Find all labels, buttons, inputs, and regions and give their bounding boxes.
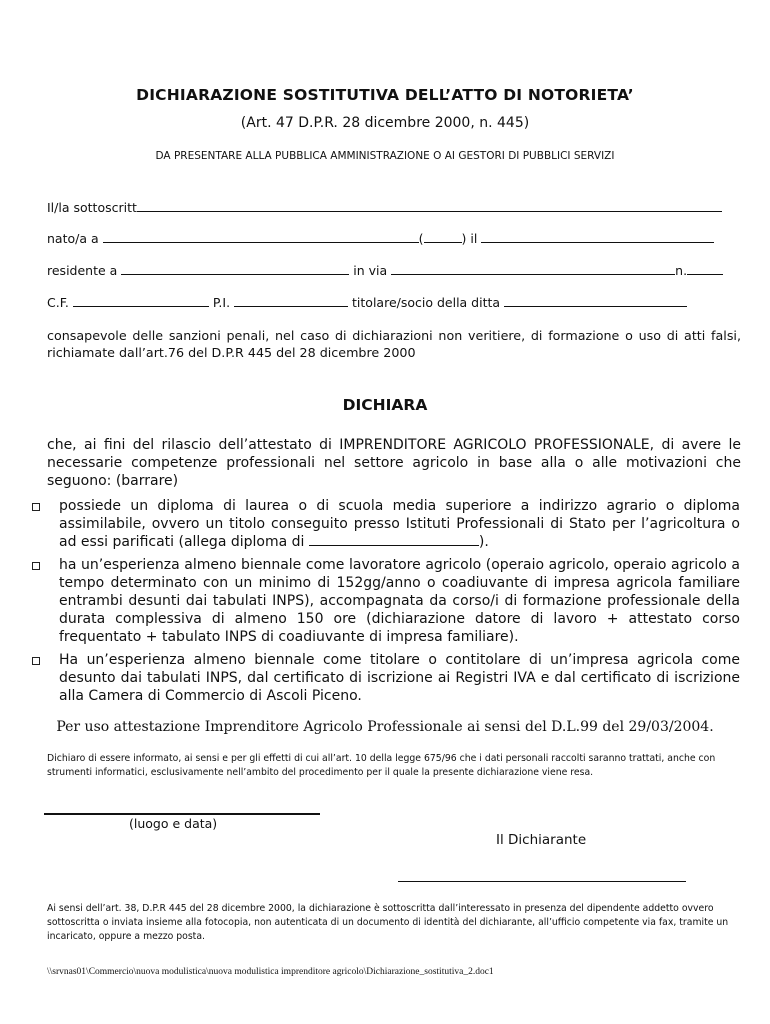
paren-open: (	[418, 231, 424, 246]
cf-row	[47, 294, 687, 310]
civico-blank[interactable]	[687, 262, 723, 275]
option-1	[59, 497, 740, 551]
nato-row	[47, 230, 714, 246]
via-label: in via	[353, 263, 388, 278]
document-title: DICHIARAZIONE SOSTITUTIVA DELL’ATTO DI NOTORIETA’	[136, 86, 634, 104]
cf-blank[interactable]	[73, 294, 209, 307]
recipient-note: DA PRESENTARE ALLA PUBBLICA AMMINISTRAZIONE O AI GESTORI DI PUBBLICI SERVIZI	[155, 150, 615, 162]
legal-note: Ai sensi dell’art. 38, D.P.R 445 del 28 dicembre 2000, la dichiarazione è sottoscritta dall’interessato in presenza del dipendente addetto ovvero sottoscritta o inviata insieme alla fotocopia, non autenticata di un documento di identità del dichiarante, all’ufficio competente via fax, tramite un incaricato, oppure a mezzo posta.	[47, 903, 729, 942]
dichiarante-label: Il Dichiarante	[496, 832, 587, 848]
civico-label: n.	[675, 263, 688, 278]
luogo-data-line[interactable]	[44, 813, 320, 815]
data-nascita-blank[interactable]	[481, 230, 714, 243]
residente-row	[47, 262, 723, 278]
nato-luogo-blank[interactable]	[103, 230, 419, 243]
titolare-label: titolare/socio della ditta	[352, 295, 501, 310]
privacy-statement: Dichiaro di essere informato, ai sensi e per gli effetti di cui all’art. 10 della legge 675/96 che i dati personali raccolti saranno trattati, anche con strumenti informatici, esclusivamente nell’ambito del procedimento per il quale la presente dichiarazione viene resa.	[47, 753, 716, 778]
sottoscritto-label: Il/la sottoscritt	[47, 200, 137, 215]
checkbox-option-2[interactable]	[32, 562, 40, 570]
cf-label: C.F.	[47, 295, 69, 310]
via-blank[interactable]	[391, 262, 675, 275]
sottoscritto-row	[47, 199, 722, 215]
dichiara-heading: DICHIARA	[342, 396, 428, 414]
residente-blank[interactable]	[121, 262, 349, 275]
sottoscritto-blank[interactable]	[137, 199, 722, 212]
checkbox-option-1[interactable]	[32, 503, 40, 511]
intro-paragraph: che, ai fini del rilascio dell’attestato di IMPRENDITORE AGRICOLO PROFESSIONALE, di avere le necessarie competenze professionali nel settore agricolo in base alla o alle motivazioni che seguono: (barrare)	[47, 437, 741, 489]
residente-label: residente a	[47, 263, 118, 278]
pi-blank[interactable]	[234, 294, 348, 307]
document-subtitle: (Art. 47 D.P.R. 28 dicembre 2000, n. 445)	[240, 115, 530, 131]
signature-line[interactable]	[398, 881, 686, 882]
file-path-footer: \\srvnas01\Commercio\nuova modulistica\nuova modulistica imprenditore agricolo\Dichiarazione_sostitutiva_2.doc1	[47, 967, 494, 977]
option-2: ha un’esperienza almeno biennale come lavoratore agricolo (operaio agricolo, operaio agricolo a tempo determinato con un minimo di 152gg/anno o coadiuvante di impresa agricola familiare entrambi desunti dai tabulati INPS), accompagnata da corso/i di formazione professionale della durata complessiva di almeno 150 ore (dichiarazione datore di lavoro + attestato corso frequentato + tabulato INPS di coadiuvante di impresa familiare).	[59, 557, 740, 645]
option-1-end: ).	[478, 534, 489, 550]
luogo-data-label: (luogo e data)	[129, 816, 218, 831]
diploma-blank[interactable]	[309, 533, 479, 546]
uso-statement: Per uso attestazione Imprenditore Agricolo Professionale ai sensi del D.L.99 del 29/03/2004.	[56, 719, 714, 735]
provincia-blank[interactable]	[424, 230, 462, 243]
il-label: ) il	[461, 231, 478, 246]
checkbox-option-3[interactable]	[32, 657, 40, 665]
option-1-text: possiede un diploma di laurea o di scuola media superiore a indirizzo agrario o diploma assimilabile, ovvero un titolo conseguito presso Istituti Professionali di Stato per l’agricoltura o ad essi parificati (allega diploma di	[59, 498, 740, 550]
consapevole-paragraph: consapevole delle sanzioni penali, nel caso di dichiarazioni non veritiere, di formazione o uso di atti falsi, richiamate dall’art.76 del D.P.R 445 del 28 dicembre 2000	[47, 328, 741, 360]
ditta-blank[interactable]	[504, 294, 687, 307]
nato-label: nato/a a	[47, 231, 99, 246]
pi-label: P.I.	[212, 295, 231, 310]
option-3: Ha un’esperienza almeno biennale come titolare o contitolare di un’impresa agricola come desunto dai tabulati INPS, dal certificato di iscrizione ai Registri IVA e dal certificato di iscrizione alla Camera di Commercio di Ascoli Piceno.	[59, 652, 740, 704]
